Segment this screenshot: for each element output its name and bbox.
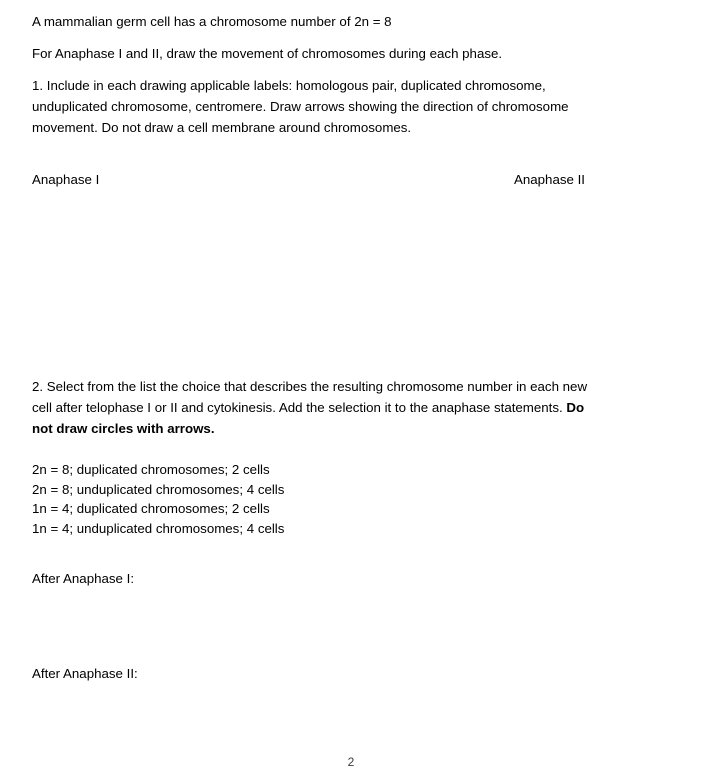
choice-item: 1n = 4; unduplicated chromosomes; 4 cells — [32, 520, 285, 536]
question-1-block — [32, 75, 672, 138]
choices-list — [32, 460, 672, 538]
choice-item: 1n = 4; duplicated chromosomes; 2 cells — [32, 501, 270, 516]
after-anaphase-2-block — [32, 663, 672, 684]
intro-line-1-block — [32, 11, 672, 32]
anaphase-ii-heading: Anaphase II — [514, 172, 585, 187]
question-2-block — [32, 376, 658, 439]
question-2-line-2: cell after telophase I or II and cytokinesis. Add the selection it to the anaphase statements. — [32, 400, 567, 415]
after-anaphase-2-label: After Anaphase II: — [32, 666, 138, 681]
page-number: 2 — [347, 755, 355, 769]
question-1-line-3: movement. Do not draw a cell membrane around chromosomes. — [32, 120, 412, 135]
choice-item: 2n = 8; duplicated chromosomes; 2 cells — [32, 462, 270, 477]
question-2-line-1: 2. Select from the list the choice that describes the resulting chromosome number in each new — [32, 379, 588, 394]
document-content — [32, 11, 672, 684]
drawing-answer-area — [32, 190, 672, 376]
anaphase-i-heading: Anaphase I — [32, 172, 100, 187]
question-2-line-2-wrapper — [32, 397, 658, 418]
question-1-line-1: 1. Include in each drawing applicable labels: homologous pair, duplicated chromosome, — [32, 78, 546, 93]
intro-line-2-block — [32, 43, 672, 64]
question-2-bold-2: not draw circles with arrows. — [32, 421, 215, 436]
intro-line-1: A mammalian germ cell has a chromosome number of 2n = 8 — [32, 14, 392, 29]
after-anaphase-1-answer-area — [32, 589, 672, 663]
choice-item: 2n = 8; unduplicated chromosomes; 4 cells — [32, 481, 285, 497]
question-1-line-2: unduplicated chromosome, centromere. Draw arrows showing the direction of chromosome — [32, 99, 569, 114]
after-anaphase-1-label: After Anaphase I: — [32, 571, 135, 586]
intro-line-2: For Anaphase I and II, draw the movement of chromosomes during each phase. — [32, 46, 503, 61]
question-2-bold-1: Do — [566, 400, 585, 415]
after-anaphase-1-block — [32, 568, 672, 589]
anaphase-headings-row — [32, 169, 672, 190]
